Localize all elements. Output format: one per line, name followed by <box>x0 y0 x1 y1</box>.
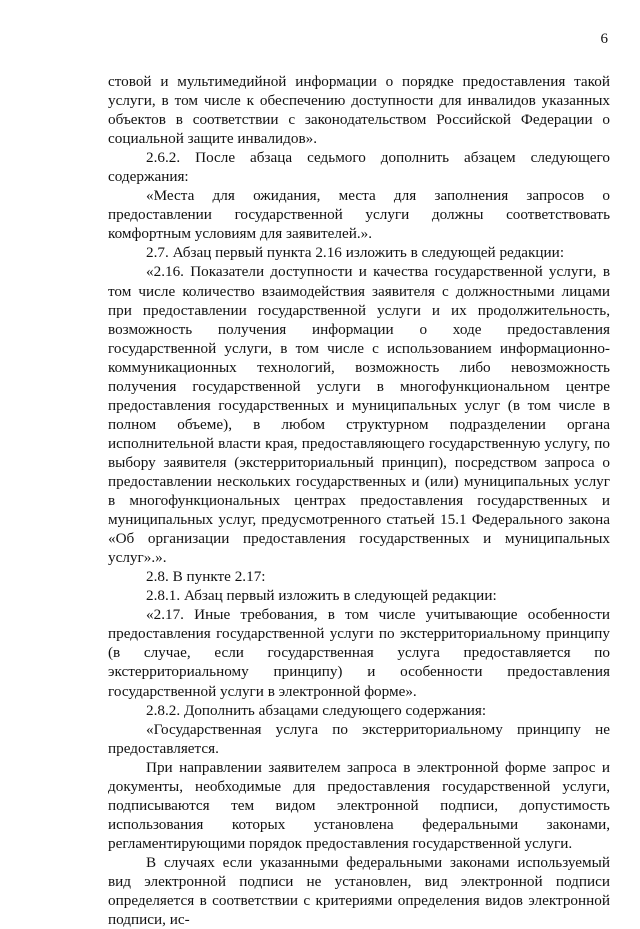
paragraph: 2.8.2. Дополнить абзацами следующего содержания: <box>146 701 487 719</box>
paragraph: В случаях если указанными федеральными законами используемый вид электронной подписи не установлен, вид электронной подписи определяется в соответствии с критериями определения видов электронной подписи, ис- <box>108 853 610 929</box>
paragraph: 2.6.2. После абзаца седьмого дополнить абзацем следующего содержания: <box>108 149 610 186</box>
page-number: 6 <box>600 31 608 47</box>
paragraph: 2.8. В пункте 2.17: <box>146 568 266 586</box>
paragraph: При направлении заявителем запроса в электронной форме запрос и документы, необходимые для предоставления государственной услуги, подписываются тем видом электронной подписи, допустимость использования которых установлена федеральными законами, регламентирующими порядок предоставления государственной услуги. <box>108 758 610 852</box>
document-body <box>108 72 610 929</box>
paragraph: «2.16. Показатели доступности и качества государственной услуги, в том числе количество взаимодействия заявителя с должностными лицами при предоставлении государственной услуги и их продолжительность, возможность получения информации о ходе предоставления государственной услуги, в том числе с использованием информационно-коммуникационных технологий, возможность либо невозможность получения государственной услуги в многофункциональном центре предоставления государственных и муниципальных услуг (в том числе в полном объеме), в любом структурном подразделении органа исполнительной власти края, предоставляющего государственную услугу, по выбору заявителя (экстерриториальный принцип), посредством запроса о предоставлении нескольких государственных и (или) муниципальных услуг в многофункциональных центрах предоставления государственных и муниципальных услуг, предусмотренного статьей 15.1 Федерального закона «Об организации предоставления государственных и муниципальных услуг».». <box>108 263 610 567</box>
paragraph: «2.17. Иные требования, в том числе учитывающие особенности предоставления государственной услуги по экстерриториальному принципу (в случае, если государственная услуга предоставляется по экстерриториальному принципу) и особенности предоставления государственной услуги в электронной форме». <box>108 606 610 700</box>
paragraph: «Места для ожидания, места для заполнения запросов о предоставлении государственной услуги должны соответствовать комфортным условиям для заявителей.». <box>108 187 610 243</box>
paragraph: 2.7. Абзац первый пункта 2.16 изложить в следующей редакции: <box>146 244 565 262</box>
paragraph: стовой и мультимедийной информации о порядке предоставления такой услуги, в том числе к обеспечению доступности для инвалидов указанных объектов в соответствии с законодательством Российской Федерации о социальной защите инвалидов». <box>108 73 610 148</box>
paragraph: 2.8.1. Абзац первый изложить в следующей редакции: <box>146 587 497 605</box>
paragraph: «Государственная услуга по экстерриториальному принципу не предоставляется. <box>108 720 610 757</box>
